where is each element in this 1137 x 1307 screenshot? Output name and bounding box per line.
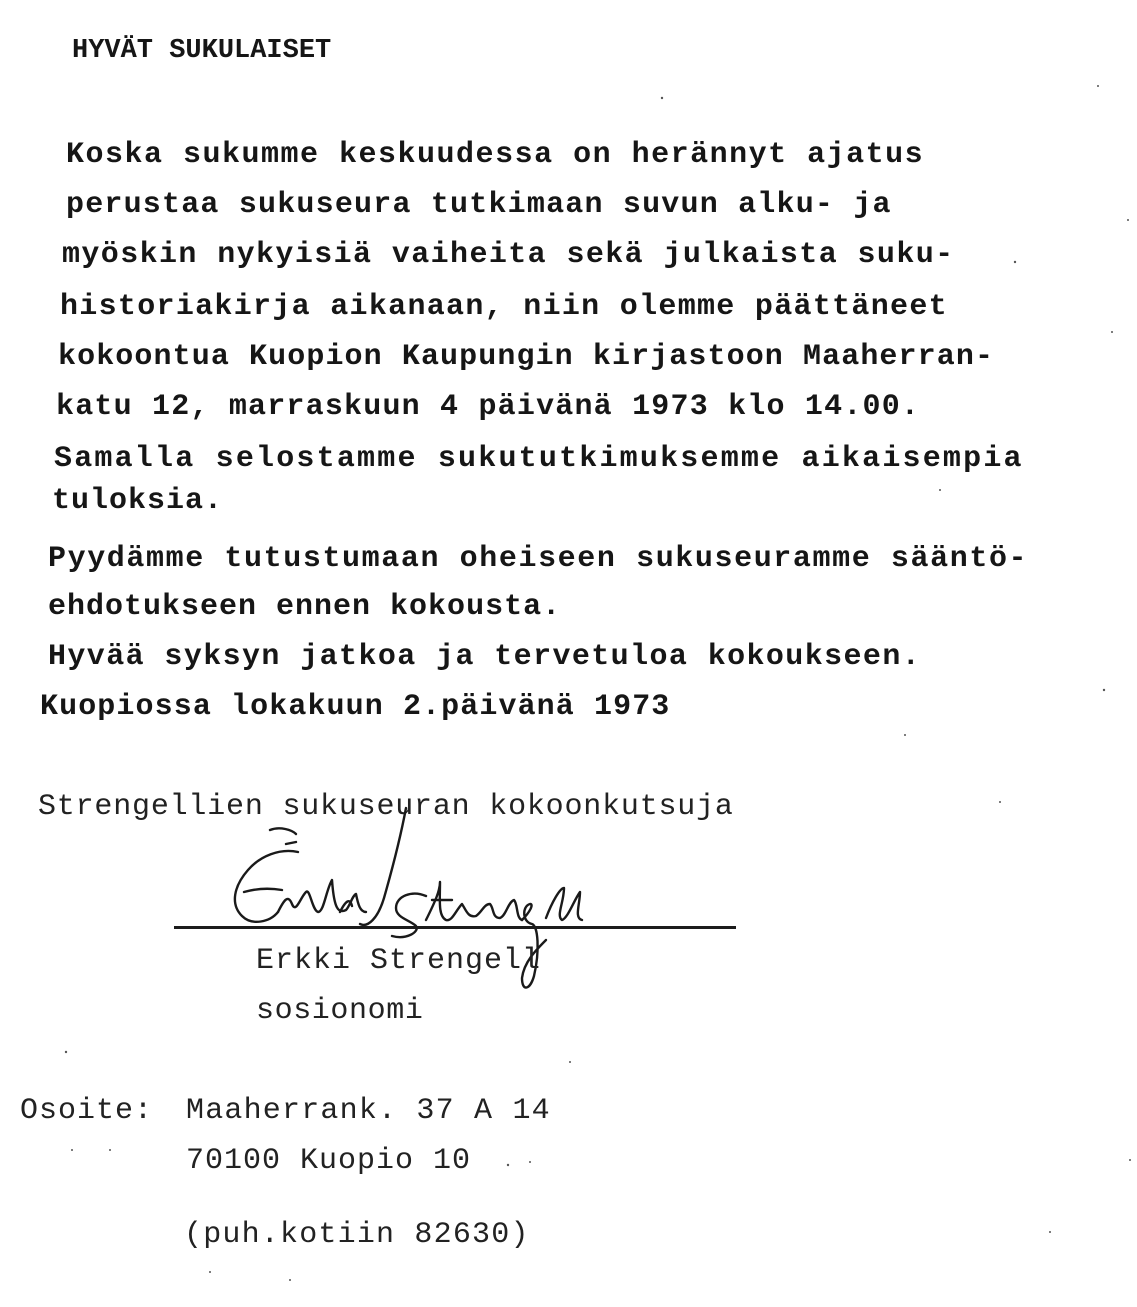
body-line-8: tuloksia. <box>52 484 224 518</box>
body-line-4: historiakirja aikanaan, niin olemme päättäneet <box>60 290 948 324</box>
body-line-10: ehdotukseen ennen kokousta. <box>48 590 562 624</box>
body-line-7: Samalla selostamme sukututkimuksemme aikaisempia <box>54 442 1024 476</box>
address-label: Osoite: <box>20 1094 154 1128</box>
body-line-11: Hyvää syksyn jatkoa ja tervetuloa kokoukseen. <box>48 640 922 674</box>
address-line-2: 70100 Kuopio 10 <box>186 1144 472 1178</box>
body-line-5: kokoontua Kuopion Kaupungin kirjastoon Maaherran- <box>58 340 995 374</box>
body-line-1: Koska sukumme keskuudessa on herännyt ajatus <box>66 138 925 172</box>
body-line-3: myöskin nykyisiä vaiheita sekä julkaista suku- <box>62 238 955 272</box>
signer-name: Erkki Strengell <box>256 944 542 978</box>
body-line-2: perustaa sukuseura tutkimaan suvun alku- ja <box>66 188 892 222</box>
letter-title: HYVÄT SUKULAISET <box>72 36 332 66</box>
body-line-6: katu 12, marraskuun 4 päivänä 1973 klo 14.00. <box>56 390 921 424</box>
body-line-9: Pyydämme tutustumaan oheiseen sukuseuramme sääntö- <box>48 542 1029 576</box>
inviter-line: Strengellien sukuseuran kokoonkutsuja <box>38 790 734 824</box>
phone-line: (puh.kotiin 82630) <box>184 1218 530 1252</box>
signer-title: sosionomi <box>256 994 424 1028</box>
address-line-1: Maaherrank. 37 A 14 <box>186 1094 551 1128</box>
date-line: Kuopiossa lokakuun 2.päivänä 1973 <box>40 690 671 724</box>
signature-line <box>174 926 736 929</box>
